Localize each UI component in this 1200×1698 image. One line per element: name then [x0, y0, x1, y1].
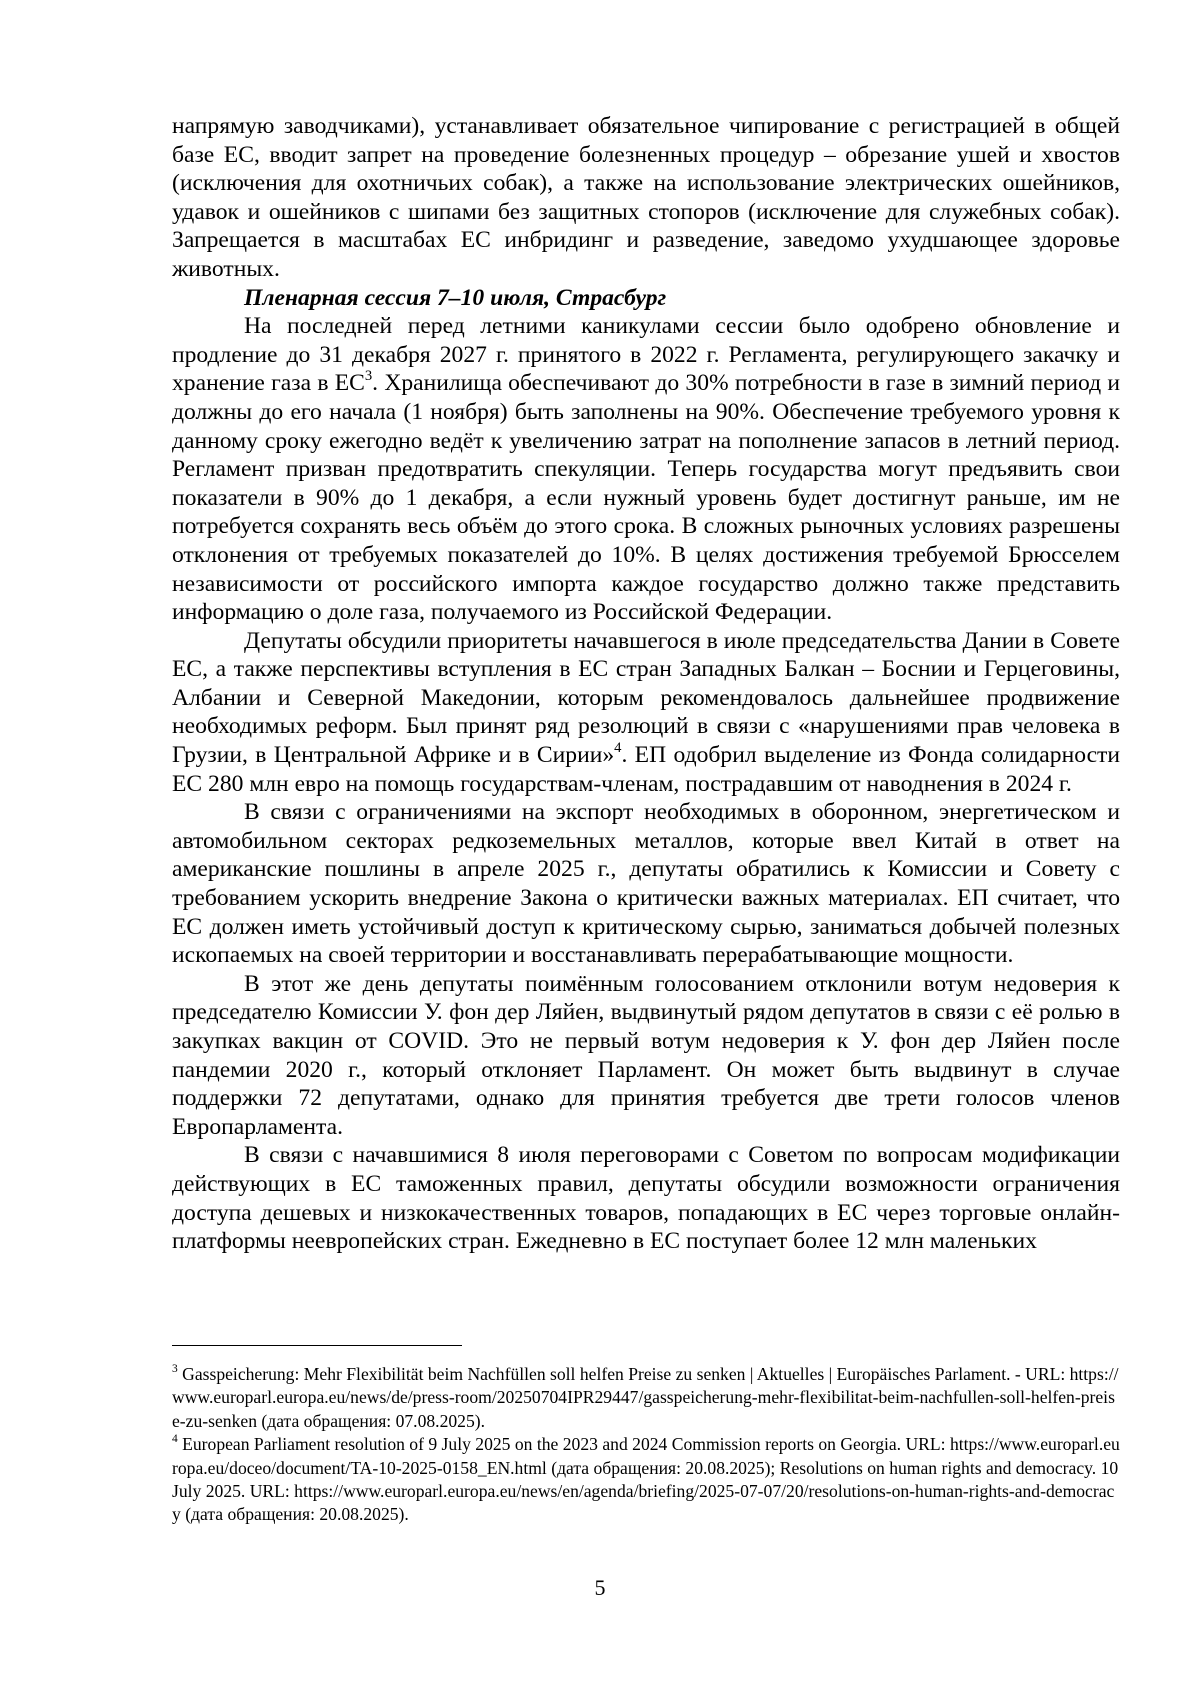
footnote-number-3: 3 — [172, 1363, 178, 1375]
footnote-3 — [172, 1363, 1120, 1433]
footnote-text-3: Gasspeicherung: Mehr Flexibilität beim Nachfüllen soll helfen Preise zu senken | Aktuelles | Europäisches Parlament. - URL: https://www.europarl.europa.eu/news/de/press-room/20250704IPR29447/gasspeicherung-mehr-flexibilitat-beim-nachfullen-soll-helfen-preise-zu-senken (дата обращения: 07.08.2025). — [172, 1364, 1119, 1431]
paragraph-gas-storage — [172, 312, 1120, 627]
paragraph-gas-storage-text-1: На последней перед летними каникулами сессии было одобрено обновление и продление до 31 декабря 2027 г. принятого в 2022 г. Регламента, регулирующего закачку и хранение газа в ЕС — [172, 313, 1120, 397]
paragraph-gas-storage-text-2: . Хранилища обеспечивают до 30% потребности в газе в зимний период и должны до его начала (1 ноября) быть заполнены на 90%. Обеспечение требуемого уровня к данному сроку ежегодно ведёт к увеличению затрат на пополнение запасов в летний период. Регламент призван предотвратить спекуляции. Теперь государства могут предъявить свои показатели в 90% до 1 декабря, а если нужный уровень будет достигнут раньше, им не потребуется сохранять весь объём до этого срока. В сложных рыночных условиях разрешены отклонения от требуемых показателей до 10%. В целях достижения требуемой Брюсселем независимости от российского импорта каждое государство должно также представить информацию о доле газа, получаемого из Российской Федерации. — [172, 370, 1120, 626]
footnote-number-4: 4 — [172, 1433, 178, 1446]
footnote-ref-4[interactable]: 4 — [614, 739, 622, 756]
paragraph-presidency — [172, 627, 1120, 799]
page-body — [172, 112, 1120, 1256]
paragraph-dog-welfare: напрямую заводчиками), устанавливает обязательное чипирование с регистрацией в общей базе ЕС, вводит запрет на проведение болезненных процедур – обрезание ушей и хвостов (исключения для охотничьих собак), а также на использование электрических ошейников, удавок и ошейников с шипами без защитных стопоров (исключение для служебных собак). Запрещается в масштабах ЕС инбридинг и разведение, заведомо ухудшающее здоровье животных. — [172, 113, 1120, 282]
paragraph-customs: В связи с начавшимися 8 июля переговорами с Советом по вопросам модификации действующих в ЕС таможенных правил, депутаты обсудили возможности ограничения доступа дешевых и низкокачественных товаров, попадающих в ЕС через торговые онлайн-платформы неевропейских стран. Ежедневно в ЕС поступает более 12 млн маленьких — [172, 1142, 1120, 1255]
paragraph-presidency-text-2: . ЕП одобрил выделение из Фонда солидарности ЕС 280 млн евро на помощь государствам-членам, пострадавшим от наводнения в 2024 г. — [172, 742, 1120, 797]
paragraph-rare-earths: В связи с ограничениями на экспорт необходимых в оборонном, энергетическом и автомобильном секторах редкоземельных металлов, которые ввел Китай в ответ на американские пошлины в апреле 2025 г., депутаты обратились к Комиссии и Совету с требованием ускорить внедрение Закона о критически важных материалах. ЕП считает, что ЕС должен иметь устойчивый доступ к критическому сырью, заниматься добычей полезных ископаемых на своей территории и восстанавливать перерабатывающие мощности. — [172, 799, 1120, 969]
paragraph-presidency-text-1: Депутаты обсудили приоритеты начавшегося в июле председательства Дании в Совете ЕС, а также перспективы вступления в ЕС стран Западных Балкан – Боснии и Герцеговины, Албании и Северной Македонии, которым рекомендовалось дальнейшее продвижение необходимых реформ. Был принят ряд резолюций в связи с «нарушениями прав человека в Грузии, в Центральной Африке и в Сирии» — [172, 627, 1120, 769]
section-title: Пленарная сессия 7–10 июля, Страсбург — [244, 284, 667, 311]
footnote-text-4: European Parliament resolution of 9 July 2025 on the 2023 and 2024 Commission reports on Georgia. URL: https://www.europarl.europa.eu/doceo/document/TA-10-2025-0158_EN.html (дата обращения: 20.08.2025); Resolutions on human rights and democracy. 10 July 2025. URL: https://www.europarl.europa.eu/news/en/agenda/briefing/2025-07-07/20/resolutions-on-human-rights-and-democracy (дата обращения: 20.08.2025). — [172, 1434, 1120, 1525]
footnote-separator — [172, 1345, 462, 1346]
footnotes — [172, 1363, 1120, 1527]
page-number: 5 — [594, 1575, 606, 1600]
footnote-4 — [172, 1433, 1120, 1527]
footnote-ref-3[interactable]: 3 — [364, 368, 373, 385]
paragraph-no-confidence: В этот же день депутаты поимённым голосованием отклонили вотум недоверия к председателю Комиссии У. фон дер Ляйен, выдвинутый рядом депутатов в связи с её ролью в закупках вакцин от COVID. Это не первый вотум недоверия к У. фон дер Ляйен после пандемии 2020 г., который отклоняет Парламент. Он может быть выдвинут в случае поддержки 72 депутатами, однако для принятия требуется две трети голосов членов Европарламента. — [172, 970, 1120, 1140]
